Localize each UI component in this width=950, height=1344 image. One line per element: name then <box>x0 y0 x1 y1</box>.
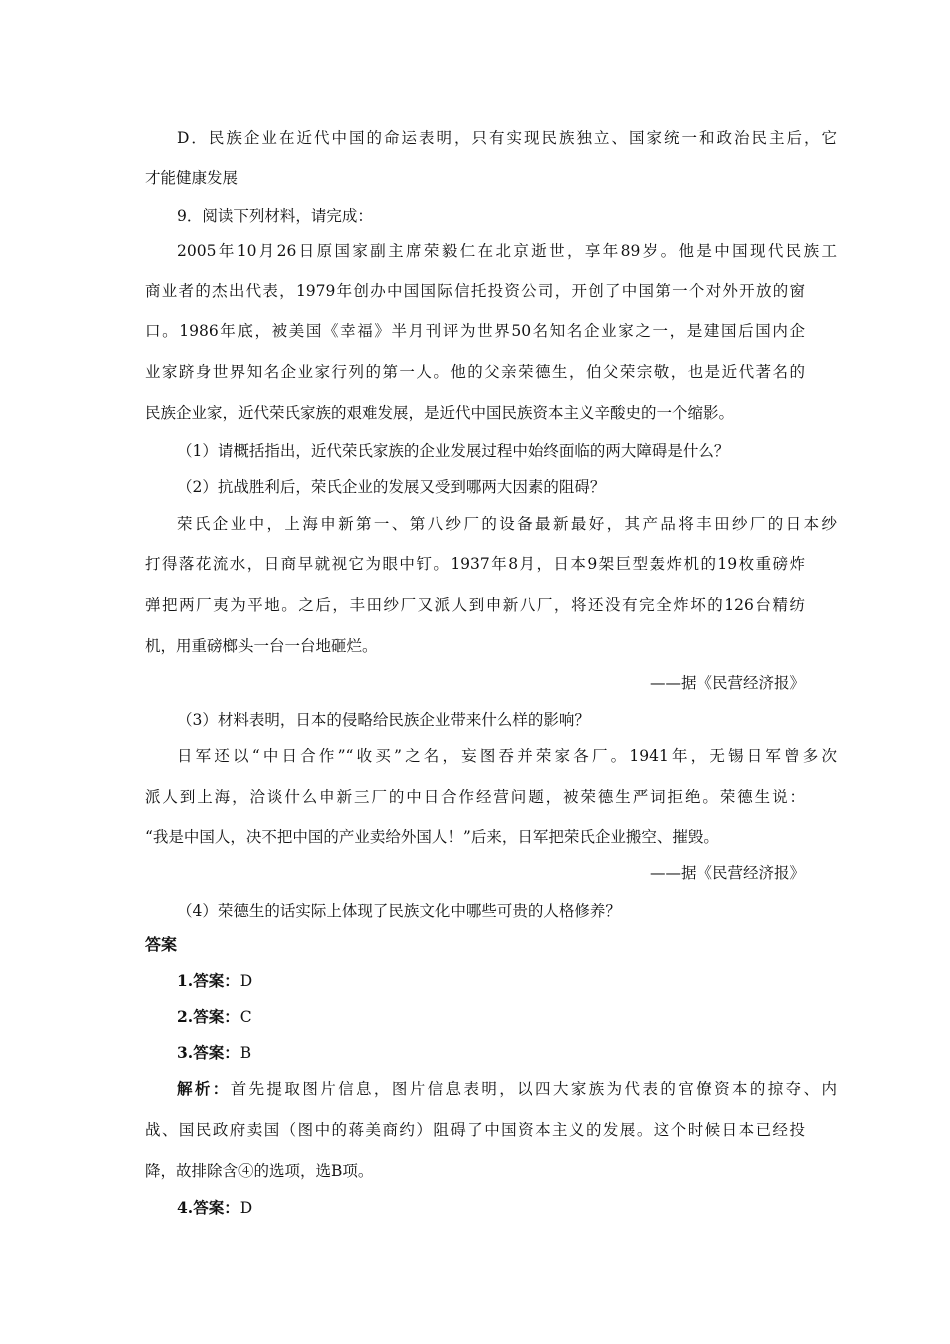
answer-4 <box>177 1197 837 1219</box>
answers-heading: 答案 <box>145 935 178 954</box>
material-3-line-1: 日军还以“中日合作”“收买”之名，妄图吞并荣家各厂。1941年，无锡日军曾多次 <box>177 747 837 765</box>
material-3-source: ——据《民营经济报》 <box>649 864 805 882</box>
option-d-line-1: D．民族企业在近代中国的命运表明，只有实现民族独立、国家统一和政治民主后，它 <box>177 129 837 147</box>
material-1-line-3: 口。1986年底，被美国《幸福》半月刊评为世界50名知名企业家之一，是建国后国内企 <box>145 322 805 340</box>
answer-1-value: D <box>239 972 253 990</box>
analysis-line-2: 战、国民政府卖国（图中的蒋美商约）阻碍了中国资本主义的发展。这个时候日本已经投 <box>145 1121 805 1139</box>
material-2-source: ——据《民营经济报》 <box>649 674 805 692</box>
sub-question-3: （3）材料表明，日本的侵略给民族企业带来什么样的影响？ <box>177 711 590 729</box>
material-2-line-4: 机，用重磅榔头一台一台地砸烂。 <box>145 637 378 655</box>
material-2-line-2: 打得落花流水，日商早就视它为眼中钉。1937年8月，日本9架巨型轰炸机的19枚重磅炸 <box>145 555 805 573</box>
answer-3 <box>177 1042 837 1064</box>
material-3-line-2: 派人到上海，洽谈什么申新三厂的中日合作经营问题，被荣德生严词拒绝。荣德生说： <box>145 788 805 806</box>
sub-question-2: （2）抗战胜利后，荣氏企业的发展又受到哪两大因素的阻碍？ <box>177 478 606 496</box>
material-1-line-5: 民族企业家，近代荣氏家族的艰难发展，是近代中国民族资本主义辛酸史的一个缩影。 <box>145 404 735 422</box>
analysis-text-1: 首先提取图片信息，图片信息表明，以四大家族为代表的官僚资本的掠夺、内 <box>230 1080 837 1098</box>
analysis-label: 解析： <box>177 1079 231 1098</box>
answer-1 <box>177 970 837 992</box>
analysis-line-1 <box>177 1078 837 1100</box>
answer-2 <box>177 1006 837 1028</box>
answer-2-number: 2. <box>177 1007 194 1026</box>
answer-2-label: 答案： <box>193 1007 240 1026</box>
answer-3-value: B <box>239 1044 252 1062</box>
answer-1-number: 1. <box>177 971 194 990</box>
material-2-line-1: 荣氏企业中，上海申新第一、第八纱厂的设备最新最好，其产品将丰田纱厂的日本纱 <box>177 515 837 533</box>
material-2-line-3: 弹把两厂夷为平地。之后，丰田纱厂又派人到申新八厂，将还没有完全炸坏的126台精纺 <box>145 596 805 614</box>
sub-question-1: （1）请概括指出，近代荣氏家族的企业发展过程中始终面临的两大障碍是什么？ <box>177 442 730 460</box>
answer-3-number: 3. <box>177 1043 194 1062</box>
option-d-line-2: 才能健康发展 <box>145 169 239 187</box>
material-3-line-3: “我是中国人，决不把中国的产业卖给外国人！”后来，日军把荣氏企业搬空、摧毁。 <box>145 828 719 846</box>
answer-1-label: 答案： <box>193 971 240 990</box>
answer-4-value: D <box>239 1199 253 1217</box>
answer-3-label: 答案： <box>193 1043 240 1062</box>
sub-question-4: （4）荣德生的话实际上体现了民族文化中哪些可贵的人格修养？ <box>177 902 621 920</box>
material-1-line-2: 商业者的杰出代表，1979年创办中国国际信托投资公司，开创了中国第一个对外开放的窗 <box>145 282 805 300</box>
question-9-title: 9．阅读下列材料，请完成： <box>177 207 373 225</box>
answer-4-label: 答案： <box>193 1198 240 1217</box>
material-1-line-4: 业家跻身世界知名企业家行列的第一人。他的父亲荣德生，伯父荣宗敬，也是近代著名的 <box>145 363 805 381</box>
material-1-line-1: 2005年10月26日原国家副主席荣毅仁在北京逝世，享年89岁。他是中国现代民族工 <box>177 242 837 260</box>
analysis-line-3: 降，故排除含④的选项，选B项。 <box>145 1162 374 1180</box>
answer-4-number: 4. <box>177 1198 194 1217</box>
answer-2-value: C <box>239 1008 252 1026</box>
